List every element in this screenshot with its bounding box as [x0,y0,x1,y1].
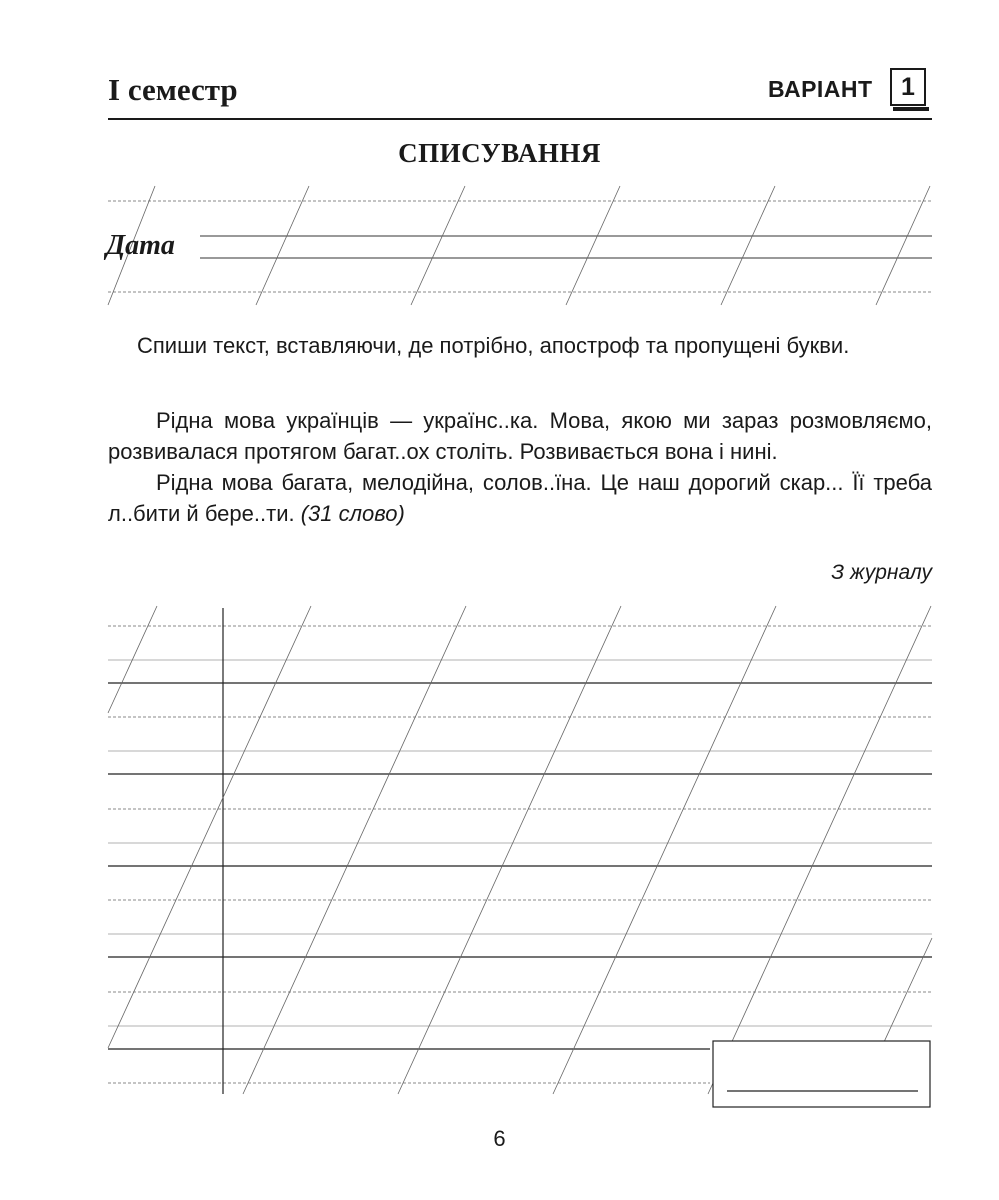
page-title: СПИСУВАННЯ [398,138,601,168]
task-instruction: Спиши текст, вставляючи, де потрібно, апостроф та пропущені букви. [137,333,850,358]
passage-paragraph-2-text: Рідна мова багата, мелодійна, солов..їна. Це наш дорогий скар... Її треба л..бити й бере..ти. [108,470,932,526]
variant-number-box: 1 [890,68,926,106]
variant-label: ВАРІАНТ [768,76,873,102]
passage-paragraph-1: Рідна мова українців — українс..ка. Мова, якою ми зараз розмовляємо, розвивалася протягом багат..ох століть. Розвивається вона і нині. [108,408,932,464]
word-count: (31 слово) [300,501,405,526]
date-label: Дата [106,230,175,261]
source-attribution: З журналу [831,561,932,584]
semester-heading: І семестр [108,72,238,107]
page-number: 6 [493,1126,506,1151]
